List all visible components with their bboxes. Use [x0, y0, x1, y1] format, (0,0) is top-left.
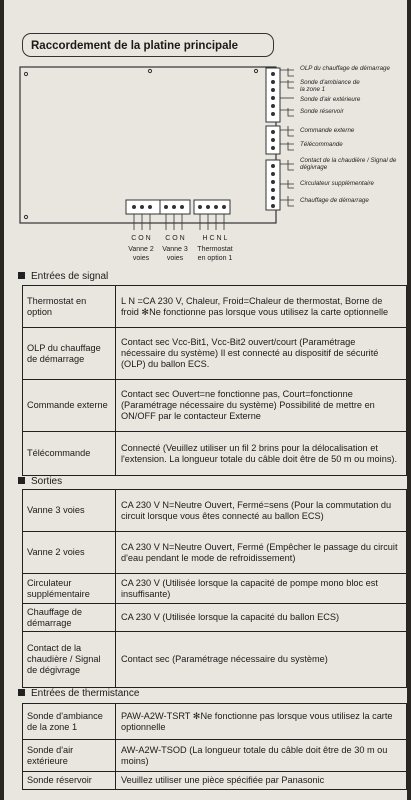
diagram-label-startup-heater: Chauffage de démarrage [300, 197, 369, 204]
row-value: Contact sec Vcc-Bit1, Vcc-Bit2 ouvert/court (Paramétrage nécessaire du système) Il est connecté au dispositif de sécurité (OLP) du ballon ECS. [116, 328, 407, 380]
row-value: L N =CA 230 V, Chaleur, Froid=Chaleur de thermostat, Borne de froid ✻Ne fonctionne pas lorsque vous utilisez la carte optionnelle [116, 286, 407, 328]
table-row [23, 772, 407, 790]
table-row [23, 532, 407, 574]
table-row [23, 740, 407, 772]
table-row [23, 632, 407, 688]
diagram-label-thermostat: Thermostat en option 1 [197, 246, 233, 262]
table-row [23, 380, 407, 432]
table-row [23, 574, 407, 604]
diagram-label-room-sensor: Sonde d'ambiance de la zone 1 [300, 79, 360, 93]
signal-table [22, 285, 407, 476]
diagram-pins-thermostat: H C N L [202, 235, 228, 242]
thermistance-table [22, 703, 407, 790]
table-row [23, 328, 407, 380]
diagram-pins-valve-2way: C O N [131, 235, 151, 242]
row-key: Contact de la chaudière / Signal de dégivrage [23, 632, 116, 688]
diagram-label-olp: OLP du chauffage de démarrage [300, 65, 390, 72]
diagram-label-remote: Télécommande [300, 141, 343, 148]
row-key: OLP du chauffage de démarrage [23, 328, 116, 380]
row-key: Commande externe [23, 380, 116, 432]
diagram-label-valve-2way: Vanne 2 voies [128, 246, 154, 262]
table-row [23, 432, 407, 476]
table-row [23, 286, 407, 328]
page-title: Raccordement de la platine principale [22, 33, 274, 57]
row-value: CA 230 V N=Neutre Ouvert, Fermé=sens (Pour la commutation du circuit lorsque vous êtes connecté au ballon ECS) [116, 490, 407, 532]
row-value: Veuillez utiliser une pièce spécifiée par Panasonic [116, 772, 407, 790]
section-heading-signal: Entrées de signal [18, 271, 108, 282]
diagram-label-boiler-contact: Contact de la chaudière / Signal de dégivrage [300, 157, 397, 171]
diagram-pins-valve-3way: C O N [165, 235, 185, 242]
row-key: Sonde d'air extérieure [23, 740, 116, 772]
diagram-label-extra-pump: Circulateur supplémentaire [300, 180, 374, 187]
row-key: Chauffage de démarrage [23, 604, 116, 632]
row-key: Télécommande [23, 432, 116, 476]
table-row [23, 704, 407, 740]
row-value: PAW-A2W-TSRT ✻Ne fonctionne pas lorsque vous utilisez la carte optionnelle [116, 704, 407, 740]
section-heading-thermistance: Entrées de thermistance [18, 688, 139, 699]
row-value: Connecté (Veuillez utiliser un fil 2 brins pour la délocalisation et l'extension. La longueur totale du câble doit être de 50 m ou moins). [116, 432, 407, 476]
row-value: Contact sec (Paramétrage nécessaire du système) [116, 632, 407, 688]
diagram-label-external-control: Commande externe [300, 127, 355, 134]
row-value: AW-A2W-TSOD (La longueur totale du câble doit être de 30 m ou moins) [116, 740, 407, 772]
diagram-label-outdoor-sensor: Sonde d'air extérieure [300, 96, 361, 103]
diagram-label-tank-sensor: Sonde réservoir [300, 108, 344, 115]
table-row [23, 490, 407, 532]
row-value: Contact sec Ouvert=ne fonctionne pas, Court=fonctionne (Paramétrage nécessaire du système) Possibilité de mettre en ON/OFF par le contacteur Externe [116, 380, 407, 432]
row-key: Vanne 3 voies [23, 490, 116, 532]
row-key: Circulateur supplémentaire [23, 574, 116, 604]
row-key: Vanne 2 voies [23, 532, 116, 574]
row-key: Sonde réservoir [23, 772, 116, 790]
row-key: Sonde d'ambiance de la zone 1 [23, 704, 116, 740]
table-row [23, 604, 407, 632]
row-value: CA 230 V N=Neutre Ouvert, Fermé (Empêcher le passage du circuit d'eau pendant le mode de refroidissement) [116, 532, 407, 574]
diagram-label-valve-3way: Vanne 3 voies [162, 246, 188, 262]
row-key: Thermostat en option [23, 286, 116, 328]
row-value: CA 230 V (Utilisée lorsque la capacité du ballon ECS) [116, 604, 407, 632]
section-heading-sorties: Sorties [18, 476, 62, 487]
row-value: CA 230 V (Utilisée lorsque la capacité de pompe mono bloc est insuffisante) [116, 574, 407, 604]
manual-page [4, 0, 407, 800]
sorties-table [22, 489, 407, 688]
